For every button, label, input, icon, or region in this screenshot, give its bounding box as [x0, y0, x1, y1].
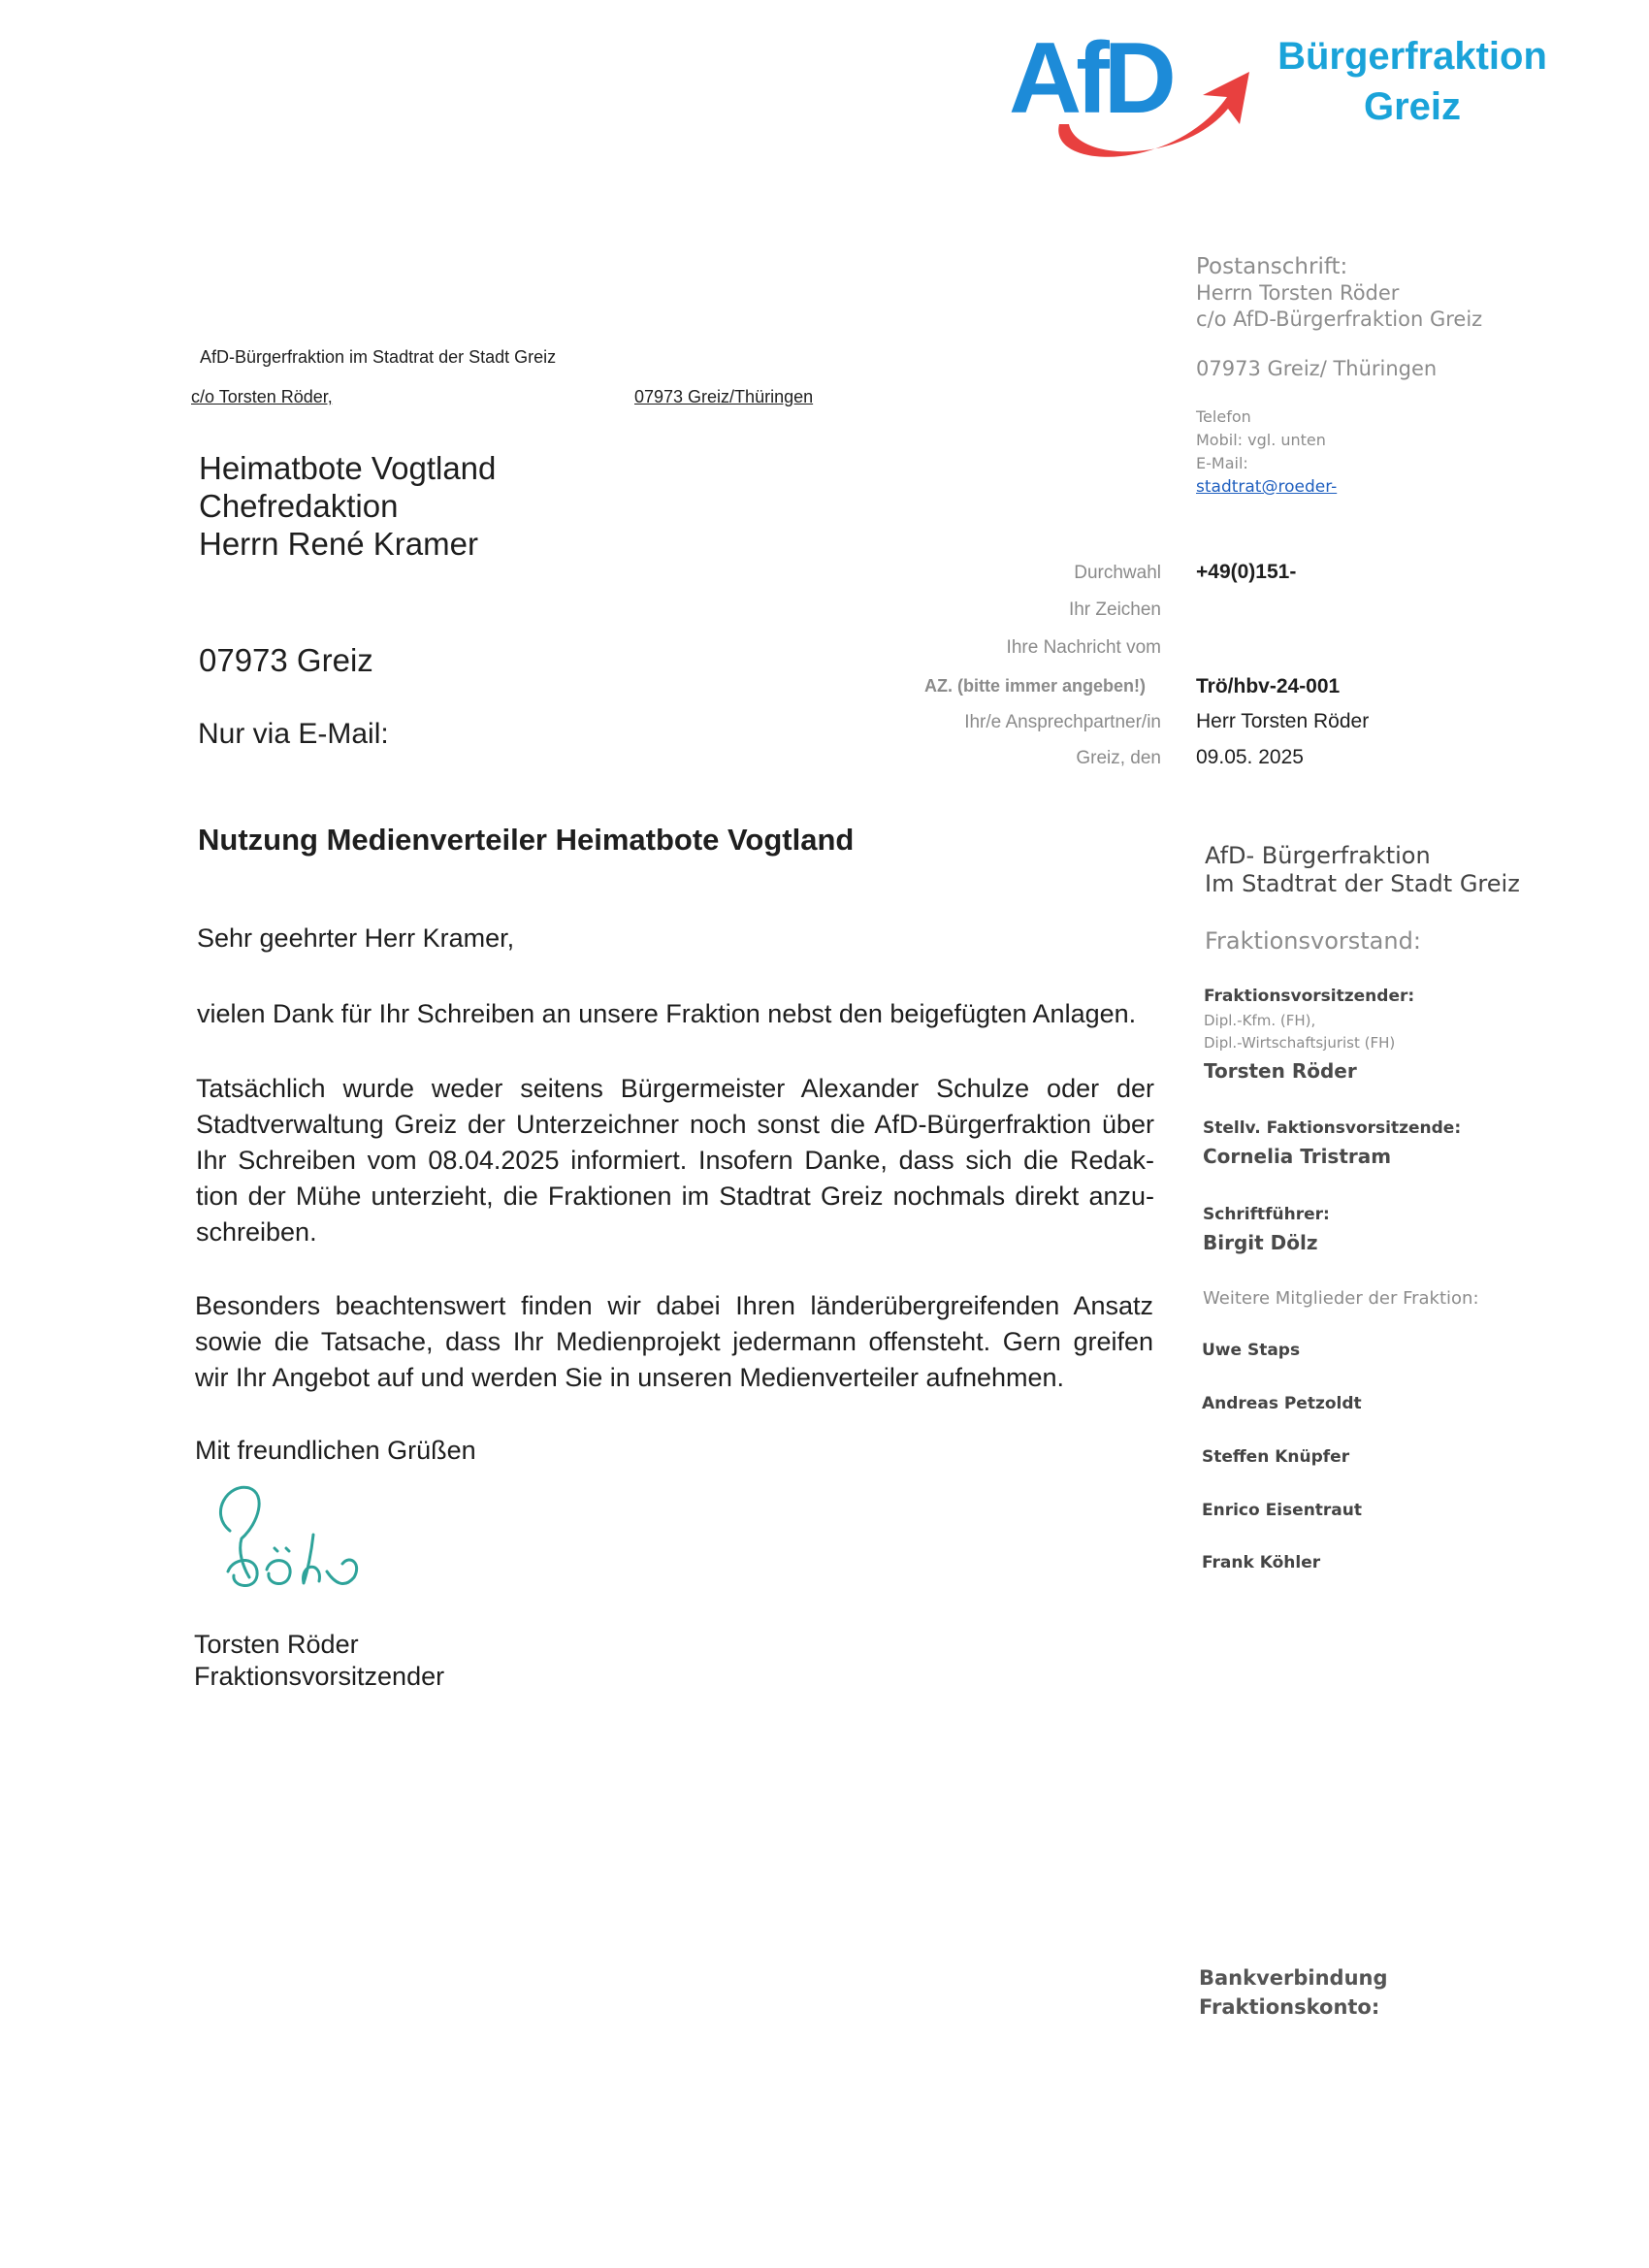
postal-city: 07973 Greiz/ Thüringen: [1196, 357, 1438, 380]
deputy-name: Cornelia Tristram: [1203, 1145, 1392, 1168]
member-name: Steffen Knüpfer: [1202, 1447, 1350, 1467]
email-label: E-Mail:: [1196, 454, 1248, 472]
paragraph-3-line: Besonders beachtenswert finden wir dabei Ihren länderübergreifenden Ansatz: [195, 1291, 1153, 1320]
member-name: Andreas Petzoldt: [1202, 1394, 1362, 1413]
paragraph-2-line: Ihr Schreiben vom 08.04.2025 informiert. Insofern Danke, dass sich die Redak-: [196, 1146, 1154, 1175]
faction-name-line2: Im Stadtrat der Stadt Greiz: [1205, 870, 1520, 897]
letter-subject: Nutzung Medienverteiler Heimatbote Vogtland: [198, 823, 855, 857]
member-name: Frank Köhler: [1202, 1553, 1321, 1572]
paragraph-2-line: Tatsächlich wurde weder seitens Bürgermeister Alexander Schulze oder der: [196, 1074, 1154, 1103]
signer-role: Fraktionsvorsitzender: [194, 1662, 445, 1691]
letter-closing: Mit freundlichen Grüßen: [195, 1436, 476, 1465]
ihr-zeichen-label: Ihr Zeichen: [1068, 599, 1161, 620]
mobile-label: Mobil: vgl. unten: [1196, 431, 1326, 449]
deputy-label: Stellv. Faktionsvorsitzende:: [1203, 1118, 1462, 1138]
chair-name: Torsten Röder: [1204, 1059, 1357, 1083]
durchwahl-value: +49(0)151-: [1196, 561, 1297, 583]
durchwahl-label: Durchwahl: [1074, 563, 1161, 583]
letter-paragraph-3: [195, 1288, 1153, 1396]
letter-salutation: Sehr geehrter Herr Kramer,: [197, 923, 515, 953]
date-value: 09.05. 2025: [1196, 746, 1304, 768]
logo-mark-text: AfD: [1009, 27, 1171, 135]
recipient-line2: Chefredaktion: [199, 488, 399, 524]
handwritten-signature: [199, 1474, 373, 1610]
contact-label: Ihr/e Ansprechpartner/in: [964, 712, 1161, 732]
paragraph-3-line: sowie die Tatsache, dass Ihr Medienprojekt jedermann offensteht. Gern greifen: [195, 1327, 1153, 1356]
az-value: Trö/hbv-24-001: [1196, 675, 1341, 697]
date-label: Greiz, den: [1076, 748, 1161, 768]
chair-title-2: Dipl.-Wirtschaftsjurist (FH): [1204, 1034, 1396, 1052]
member-name: Enrico Eisentraut: [1202, 1501, 1363, 1520]
members-heading: Weitere Mitglieder der Fraktion:: [1203, 1288, 1479, 1309]
afd-logo-mark: [1009, 27, 1251, 173]
bank-account-label: Fraktionskonto:: [1199, 1995, 1380, 2019]
recipient-line3: Herrn René Kramer: [199, 526, 478, 562]
email-link[interactable]: stadtrat@roeder-: [1196, 477, 1338, 497]
recipient-delivery: Nur via E-Mail:: [198, 718, 389, 750]
board-heading: Fraktionsvorstand:: [1205, 927, 1421, 955]
postal-line1: Herrn Torsten Röder: [1196, 281, 1400, 305]
chair-label: Fraktionsvorsitzender:: [1204, 987, 1415, 1006]
secretary-name: Birgit Dölz: [1203, 1231, 1318, 1254]
letter-paragraph-1: vielen Dank für Ihr Schreiben an unsere Fraktion nebst den beigefügten Anlagen.: [197, 999, 1137, 1028]
recipient-city: 07973 Greiz: [199, 642, 373, 678]
signer-name: Torsten Röder: [194, 1630, 359, 1659]
az-label: AZ. (bitte immer angeben!): [923, 676, 1146, 696]
contact-value: Herr Torsten Röder: [1196, 710, 1370, 732]
postal-heading: Postanschrift:: [1196, 254, 1348, 279]
member-name: Uwe Staps: [1202, 1341, 1301, 1360]
paragraph-3-line: wir Ihr Angebot auf und werden Sie in unseren Medienverteiler aufnehmen.: [195, 1363, 1065, 1392]
sender-org: AfD-Bürgerfraktion im Stadtrat der Stadt Greiz: [200, 347, 557, 367]
paragraph-2-line: Stadtverwaltung Greiz der Unterzeichner noch sonst die AfD-Bürgerfraktion über: [196, 1110, 1154, 1139]
bank-label: Bankverbindung: [1199, 1966, 1388, 1990]
sender-city: 07973 Greiz/Thüringen: [634, 387, 814, 406]
recipient-line1: Heimatbote Vogtland: [199, 450, 497, 486]
paragraph-2-line: tion der Mühe unterzieht, die Fraktionen im Stadtrat Greiz nochmals direkt anzu-: [196, 1182, 1154, 1211]
logo-brand-line1: Bürgerfraktion: [1277, 35, 1547, 78]
secretary-label: Schriftführer:: [1203, 1205, 1330, 1224]
faction-name-line1: AfD- Bürgerfraktion: [1205, 842, 1431, 869]
chair-title-1: Dipl.-Kfm. (FH),: [1204, 1012, 1316, 1029]
paragraph-2-line: schreiben.: [196, 1217, 317, 1247]
postal-line2: c/o AfD-Bürgerfraktion Greiz: [1196, 308, 1483, 331]
phone-label: Telefon: [1196, 407, 1251, 426]
logo-brand-line2: Greiz: [1363, 85, 1462, 128]
sender-co: c/o Torsten Röder,: [191, 387, 333, 406]
nachricht-label: Ihre Nachricht vom: [1006, 637, 1161, 658]
letter-paragraph-2: [196, 1071, 1154, 1250]
